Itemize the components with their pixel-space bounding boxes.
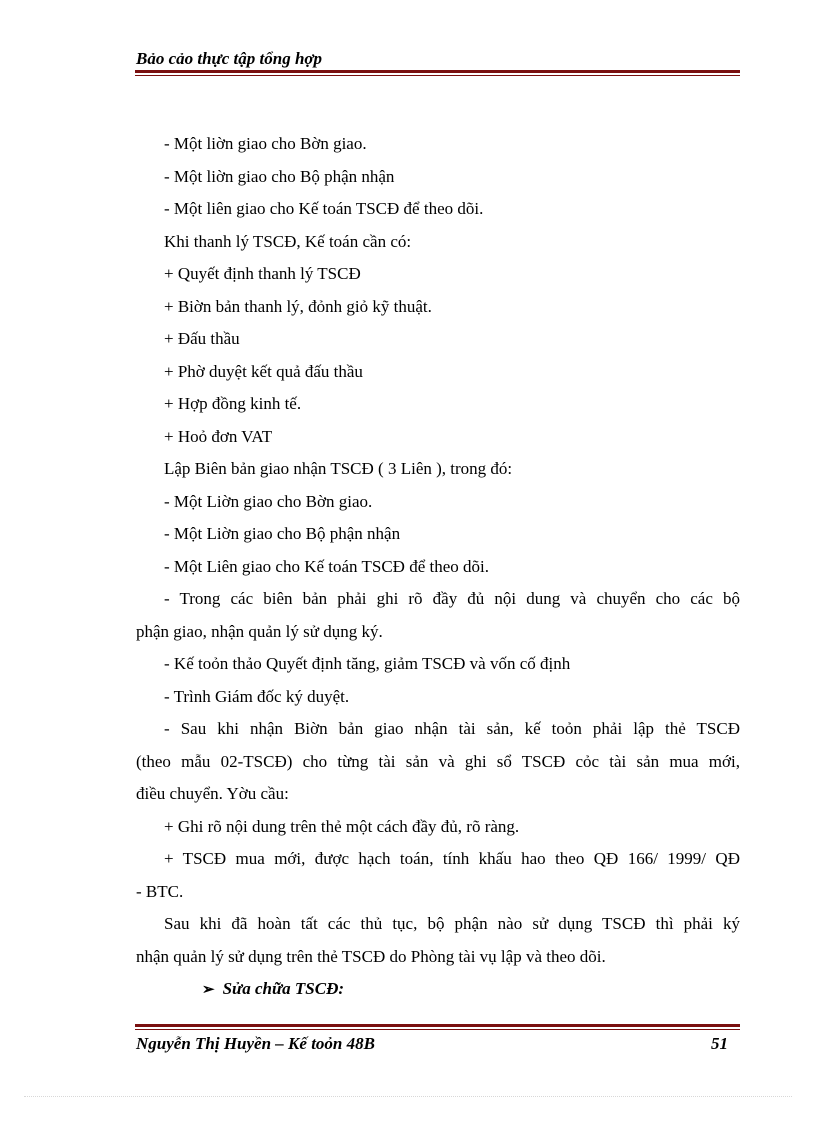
text-line: - Trong các biên bản phải ghi rõ đầy đủ nội dung và chuyển cho các bộ <box>164 589 740 608</box>
footer-rule <box>135 1024 740 1030</box>
text-line: điều chuyển. Yờu cầu: <box>136 784 289 803</box>
footer-author: Nguyễn Thị Huyền – Kế toỏn 48B <box>136 1034 375 1053</box>
page-number: 51 <box>711 1034 728 1053</box>
text-line: - Một liờn giao cho Bờn giao. <box>164 134 367 153</box>
text-line: - Trình Giám đốc ký duyệt. <box>164 686 350 706</box>
header-rule <box>135 70 740 76</box>
section-heading-text: Sửa chữa TSCĐ: <box>222 979 345 998</box>
text-line: + Phờ duyệt kết quả đấu thầu <box>164 361 363 381</box>
text-line: - Một Liờn giao cho Bộ phận nhận <box>164 524 401 543</box>
text-line: phận giao, nhận quản lý sử dụng ký. <box>136 621 383 641</box>
text-line: - Một liờn giao cho Bộ phận nhận <box>164 166 395 186</box>
text-line: - Sau khi nhận Biờn bản giao nhận tài sản, kế toỏn phải lập thẻ TSCĐ <box>164 719 740 738</box>
text-line: + Ghi rõ nội dung trên thẻ một cách đầy đủ, rõ ràng. <box>164 816 520 836</box>
text-line: + Hoỏ đơn VAT <box>164 426 273 446</box>
arrow-bullet-icon: ➢ <box>202 982 215 998</box>
text-line: Khi thanh lý TSCĐ, Kế toán cần có: <box>164 231 412 251</box>
section-heading <box>136 973 740 1006</box>
text-line: (theo mẫu 02-TSCĐ) cho từng tài sản và ghi sổ TSCĐ cỏc tài sản mua mới, <box>136 751 740 771</box>
text-line: Sau khi đã hoàn tất các thủ tục, bộ phận nào sử dụng TSCĐ thì phải ký <box>164 914 740 933</box>
text-line: - Một Liờn giao cho Bờn giao. <box>164 491 373 511</box>
text-line: - Kế toỏn thảo Quyết định tăng, giảm TSCĐ và vốn cố định <box>164 654 571 673</box>
text-line: - Một Liên giao cho Kế toán TSCĐ để theo dõi. <box>164 556 489 576</box>
text-line: + Hợp đồng kinh tế. <box>164 394 302 413</box>
text-line: - Một liên giao cho Kế toán TSCĐ để theo dõi. <box>164 199 484 218</box>
text-line: + TSCĐ mua mới, được hạch toán, tính khấu hao theo QĐ 166/ 1999/ QĐ <box>164 849 740 868</box>
text-line: nhận quản lý sử dụng trên thẻ TSCĐ do Phòng tài vụ lập và theo dõi. <box>136 946 606 966</box>
text-line: - BTC. <box>136 881 184 901</box>
document-body <box>136 128 740 1006</box>
text-line: Lập Biên bản giao nhận TSCĐ ( 3 Liên ), trong đó: <box>164 459 513 478</box>
text-line: + Biờn bản thanh lý, đỏnh giỏ kỹ thuật. <box>164 296 432 316</box>
header-title: Bảo cảo thực tập tổng hợp <box>136 49 323 68</box>
text-line: + Quyết định thanh lý TSCĐ <box>164 264 361 283</box>
text-line: + Đấu thầu <box>164 329 240 348</box>
page-edge-divider <box>24 1096 792 1097</box>
